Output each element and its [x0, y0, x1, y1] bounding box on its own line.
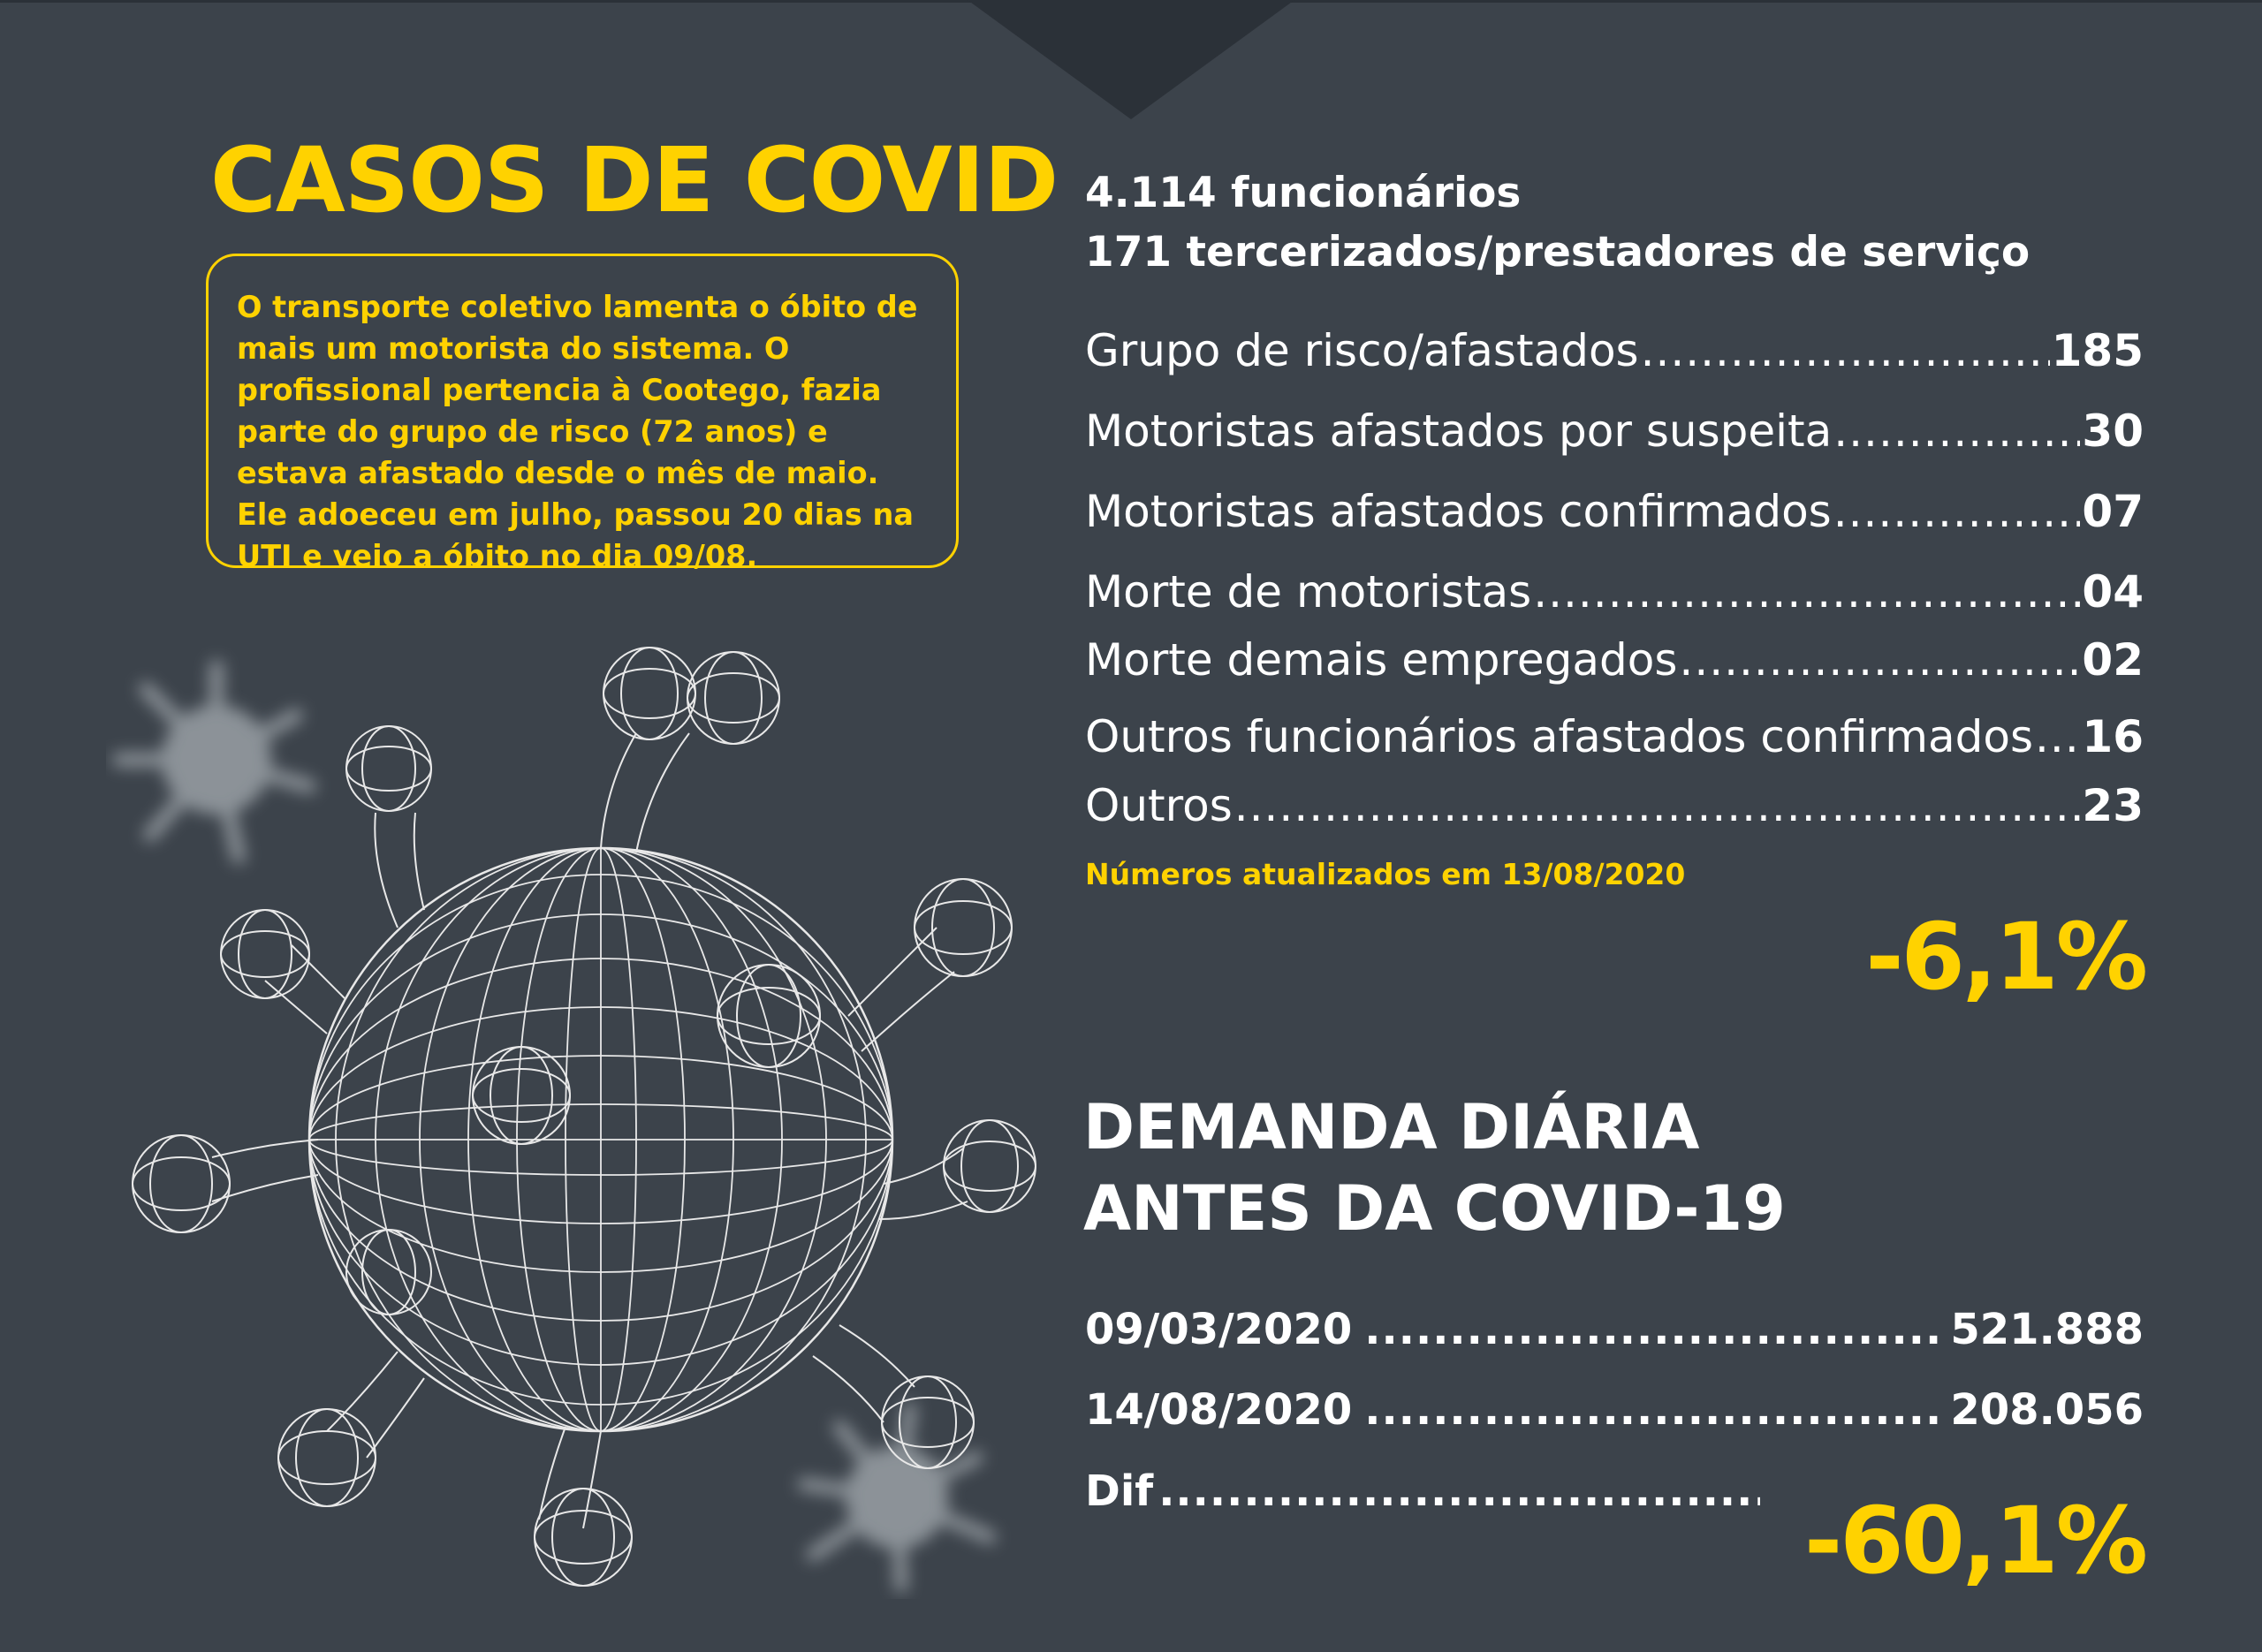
demand-change-percent: -60,1% [1804, 1487, 2145, 1595]
dot-leader [2035, 710, 2080, 763]
stat-value: 30 [2082, 405, 2144, 457]
demand-dif-row [1085, 1465, 1765, 1518]
blurred-virus-small-icon [804, 1409, 990, 1586]
stat-value: 07 [2082, 486, 2144, 537]
dot-leader [1364, 1383, 1938, 1436]
employees-line: 4.114 funcionários [1085, 169, 1522, 217]
stat-value: 16 [2082, 711, 2144, 762]
demand-date: 14/08/2020 [1085, 1385, 1353, 1435]
covid-title: CASOS DE COVID [210, 128, 1059, 233]
blurred-virus-icon [119, 667, 309, 857]
stat-label: Outros [1085, 780, 1233, 831]
stat-value: 02 [2082, 634, 2144, 686]
dot-leader [1833, 485, 2081, 538]
demand-value: 521.888 [1950, 1305, 2144, 1354]
stat-row [1085, 710, 2144, 763]
stat-row [1085, 565, 2144, 618]
stat-value: 23 [2082, 780, 2144, 831]
stat-label: Morte demais empregados [1085, 634, 1678, 686]
demand-row [1085, 1303, 2144, 1356]
dot-leader [1364, 1303, 1938, 1356]
dot-leader [1679, 633, 2080, 686]
demand-row [1085, 1383, 2144, 1436]
staff-change-percent: -6,1% [1865, 903, 2145, 1011]
stat-label: Grupo de risco/afastados [1085, 325, 1639, 376]
stat-label: Motoristas afastados por suspeita [1085, 405, 1833, 457]
demand-title [1083, 1087, 1786, 1249]
stat-label: Outros funcionários afastados confirmados [1085, 711, 2034, 762]
stat-row [1085, 633, 2144, 686]
stat-row [1085, 405, 2144, 458]
dot-leader [1641, 324, 2050, 377]
dot-leader [1533, 565, 2080, 618]
stat-row [1085, 324, 2144, 377]
demand-title-line2: ANTES DA COVID-19 [1083, 1172, 1786, 1245]
obituary-note-text: O transporte coletivo lamenta o óbito de mais um motorista do sistema. O profissional pertencia à Cootego, fazia parte do grupo de risco (72 anos) e estava afastado desde o mês de maio. Ele adoeceu em julho, passou 20 dias na UTI e veio a óbito no dia 09/08. [237, 290, 918, 573]
virus-illustration [106, 636, 1043, 1599]
dot-leader [1833, 405, 2080, 458]
demand-title-line1: DEMANDA DIÁRIA [1083, 1091, 1700, 1163]
stat-label: Morte de motoristas [1085, 566, 1532, 618]
dot-leader [1158, 1465, 1760, 1518]
top-notch-shape [968, 0, 1294, 124]
dot-leader [1234, 779, 2081, 832]
updated-date-note: Números atualizados em 13/08/2020 [1085, 857, 1686, 891]
stat-value: 185 [2051, 325, 2144, 376]
stat-row [1085, 485, 2144, 538]
contractors-line: 171 tercerizados/prestadores de serviço [1085, 228, 2030, 277]
demand-date: 09/03/2020 [1085, 1305, 1353, 1354]
obituary-note-box [206, 254, 959, 573]
stat-label: Motoristas afastados confirmados [1085, 486, 1832, 537]
stat-row [1085, 779, 2144, 832]
stat-value: 04 [2082, 566, 2144, 618]
demand-value: 208.056 [1950, 1385, 2144, 1435]
employee-counts [1085, 163, 2030, 282]
dif-label: Dif [1085, 1466, 1154, 1516]
